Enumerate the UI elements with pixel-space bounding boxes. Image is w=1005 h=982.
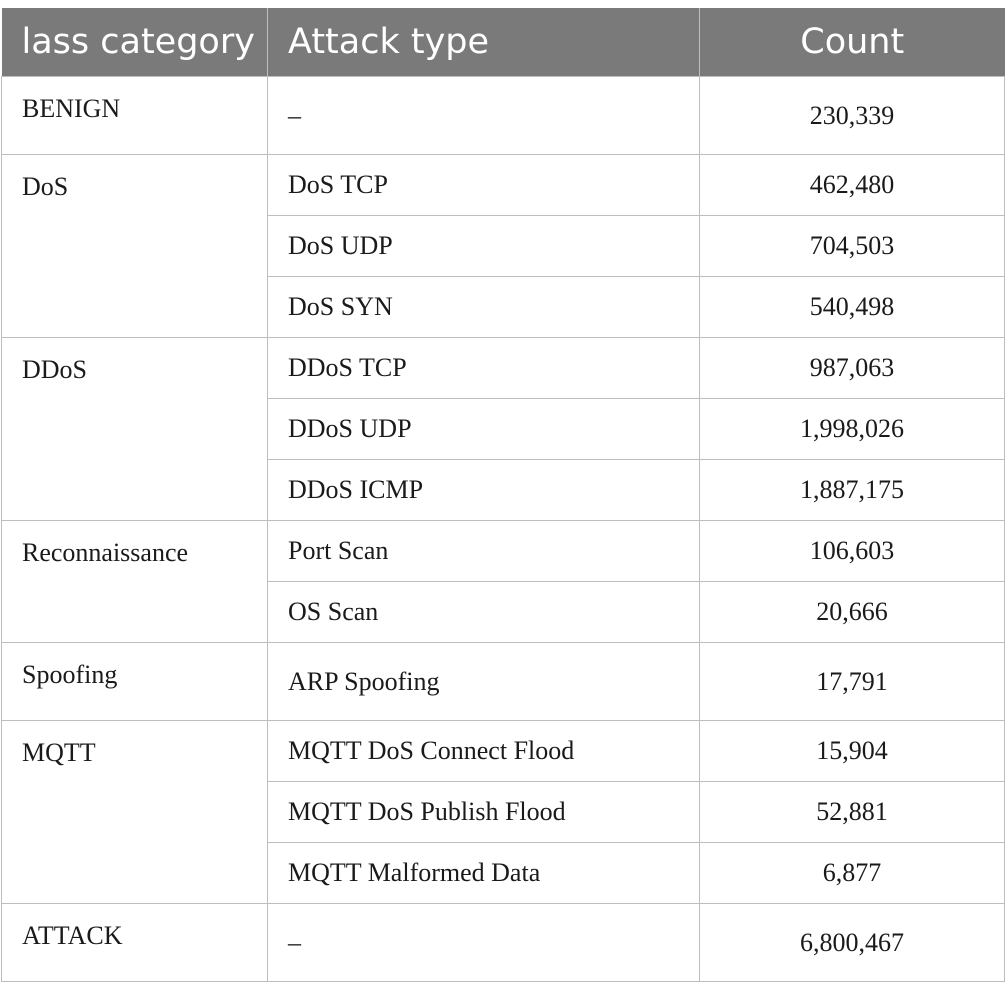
table-row (2, 77, 1005, 155)
attack-type-cell: MQTT DoS Publish Flood (268, 782, 700, 843)
count-cell: 20,666 (700, 582, 1005, 643)
table-row (2, 643, 1005, 721)
table-row (2, 155, 1005, 216)
attack-type-cell: MQTT DoS Connect Flood (268, 721, 700, 782)
attack-type-cell: Port Scan (268, 521, 700, 582)
attack-type-cell: OS Scan (268, 582, 700, 643)
class-category-cell: MQTT (2, 721, 268, 904)
table-row (2, 721, 1005, 782)
count-cell: 462,480 (700, 155, 1005, 216)
class-category-cell: BENIGN (2, 77, 268, 155)
attack-type-cell: DDoS ICMP (268, 460, 700, 521)
class-category-cell: ATTACK (2, 904, 268, 982)
count-cell: 1,998,026 (700, 399, 1005, 460)
header-class-category: lass category (2, 8, 268, 77)
class-category-cell: Reconnaissance (2, 521, 268, 643)
count-cell: 540,498 (700, 277, 1005, 338)
class-category-cell: DDoS (2, 338, 268, 521)
count-cell: 6,877 (700, 843, 1005, 904)
attack-type-cell: MQTT Malformed Data (268, 843, 700, 904)
attack-type-cell: DoS SYN (268, 277, 700, 338)
count-cell: 1,887,175 (700, 460, 1005, 521)
attack-type-cell: DoS TCP (268, 155, 700, 216)
attack-type-cell: DDoS TCP (268, 338, 700, 399)
header-count: Count (700, 8, 1005, 77)
count-cell: 15,904 (700, 721, 1005, 782)
header-row (2, 8, 1005, 77)
attack-type-cell: – (268, 77, 700, 155)
class-category-cell: DoS (2, 155, 268, 338)
table-header (2, 8, 1005, 77)
table-row (2, 521, 1005, 582)
count-cell: 106,603 (700, 521, 1005, 582)
table-body (2, 77, 1005, 982)
attack-type-cell: ARP Spoofing (268, 643, 700, 721)
count-cell: 52,881 (700, 782, 1005, 843)
attack-type-cell: – (268, 904, 700, 982)
count-cell: 987,063 (700, 338, 1005, 399)
header-attack-type: Attack type (268, 8, 700, 77)
class-category-cell: Spoofing (2, 643, 268, 721)
count-cell: 17,791 (700, 643, 1005, 721)
attack-type-cell: DoS UDP (268, 216, 700, 277)
table-row (2, 904, 1005, 982)
count-cell: 704,503 (700, 216, 1005, 277)
attack-type-cell: DDoS UDP (268, 399, 700, 460)
attack-count-table (1, 8, 1005, 982)
count-cell: 230,339 (700, 77, 1005, 155)
count-cell: 6,800,467 (700, 904, 1005, 982)
table-row (2, 338, 1005, 399)
